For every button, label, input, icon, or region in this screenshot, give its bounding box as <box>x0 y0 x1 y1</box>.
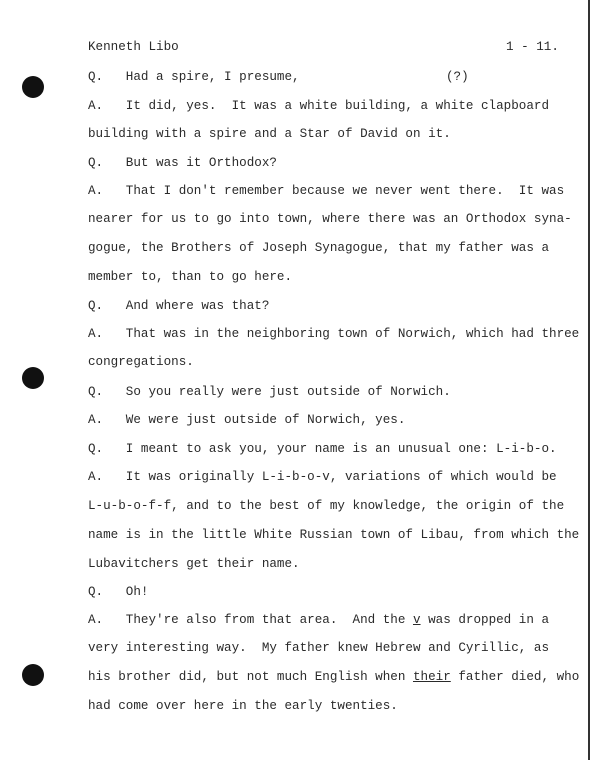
transcript-note: (?) <box>446 70 469 84</box>
transcript-line: very interesting way. My father knew Hebrew and Cyrillic, as <box>88 641 550 655</box>
underlined-word: v <box>412 613 421 627</box>
binder-hole-bottom <box>22 664 44 686</box>
transcript-line: Q. Oh! <box>88 585 149 599</box>
transcript-line <box>88 670 579 684</box>
transcript-line: A. That was in the neighboring town of Norwich, which had three <box>88 327 580 341</box>
transcript-line: L-u-b-o-f-f, and to the best of my knowledge, the origin of the <box>88 499 565 513</box>
line-text: A. They're also from that area. And the <box>88 613 413 627</box>
transcript-line: Q. So you really were just outside of Norwich. <box>88 385 451 399</box>
transcript-line: building with a spire and a Star of David on it. <box>88 127 451 141</box>
line-text: his brother did, but not much English when <box>88 670 413 684</box>
transcript-line: had come over here in the early twenties. <box>88 699 398 713</box>
transcript-line: A. It did, yes. It was a white building, a white clapboard <box>88 99 550 113</box>
binder-hole-middle <box>22 367 44 389</box>
transcript-line: Q. Had a spire, I presume, <box>88 70 300 84</box>
transcript-line: name is in the little White Russian town of Libau, from which the <box>88 528 580 542</box>
transcript-line: Lubavitchers get their name. <box>88 557 300 571</box>
transcript-line <box>88 613 549 627</box>
transcript-line: Q. And where was that? <box>88 299 270 313</box>
transcript-line: Q. I meant to ask you, your name is an unusual one: L-i-b-o. <box>88 442 557 456</box>
underlined-word: their <box>412 670 451 684</box>
transcript-line: nearer for us to go into town, where there was an Orthodox syna- <box>88 212 572 226</box>
transcript-line: A. We were just outside of Norwich, yes. <box>88 413 406 427</box>
transcript-line: congregations. <box>88 355 194 369</box>
transcript-line: Q. But was it Orthodox? <box>88 156 277 170</box>
line-text: father died, who <box>450 670 580 684</box>
transcript-line: A. It was originally L-i-b-o-v, variations of which would be <box>88 470 557 484</box>
transcript-line: A. That I don't remember because we never went there. It was <box>88 184 565 198</box>
transcript-line: member to, than to go here. <box>88 270 293 284</box>
binder-hole-top <box>22 76 44 98</box>
page-number: 1 - 11. <box>506 40 559 54</box>
transcript-line: gogue, the Brothers of Joseph Synagogue, that my father was a <box>88 241 550 255</box>
line-text: was dropped in a <box>420 613 550 627</box>
header-name: Kenneth Libo <box>88 40 179 54</box>
